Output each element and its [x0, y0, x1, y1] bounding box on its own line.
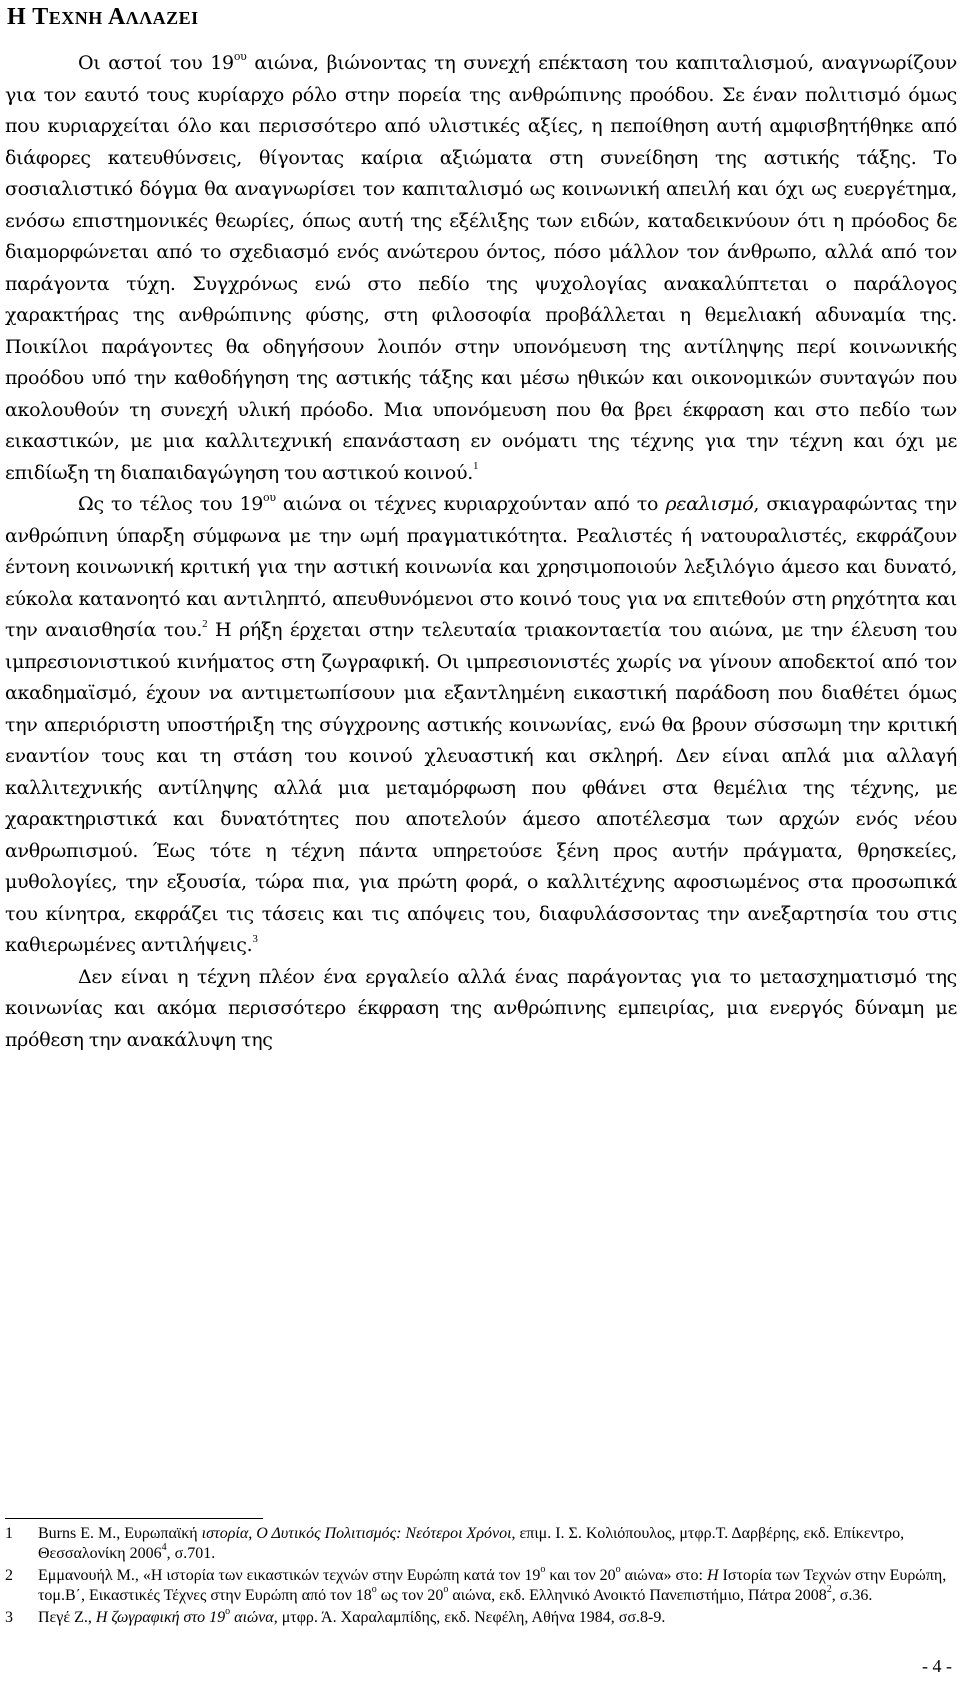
superscript: ο [371, 1583, 377, 1595]
footnote-italic: Η [706, 1567, 719, 1584]
footnote-text: , σ.701. [166, 1545, 216, 1562]
paragraph-text: αιώνα οι τέχνες κυριαρχούνταν από το [275, 493, 666, 515]
section-heading [7, 4, 199, 31]
footnote-2 [5, 1563, 957, 1606]
footnote-number: 2 [5, 1567, 13, 1584]
paragraph-1 [5, 48, 957, 489]
footnote-text: ως τον 20 [376, 1587, 444, 1604]
footnote-text: Πεγέ Ζ., [38, 1609, 96, 1626]
footnote-reference: 3 [252, 932, 258, 945]
italic-term: ρεαλισμό [665, 493, 754, 515]
footnote-text: , τομ.Β΄, Εικαστικές Τέχνες στην Ευρώπη από τον 18 [38, 1567, 947, 1604]
superscript: 2 [826, 1583, 832, 1595]
paragraph-text: Η ρήξη έρχεται στην τελευταία τριακονταετία του αιώνα, με την έλευση του ιμπρεσιονιστικού κινήματος στη ζωγραφική. Οι ιμπρεσιονιστές χωρίς να γίνουν αποδεκτοί από τον ακαδημαϊσμό, έχουν να αντιμετωπίσουν μια εξαντλημένη εικαστική παράδοση που διαθέτει όμως την απεριόριστη υποστήριξη της σύγχρονης αστικής κοινωνίας, ενώ θα βρουν σύσσωμη την κριτική εναντίον τους και τη στάση του κοινού χλευαστική και σκληρή. Δεν είναι απλά μια αλλαγή καλλιτεχνικής αντίληψης αλλά μια μεταμόρφωση που φθάνει στα θεμέλια της τέχνης, με χαρακτηριστικά και δυνατότητες που αποτελούν άμεσο αποτέλεσμα των αρχών ενός νέου ανθρωπισμού. Έως τότε η τέχνη πάντα υπηρετούσε ξένη προς αυτήν πράγματα, θρησκείες, μυθολογίες, την εξουσία, τώρα πια, για πρώτη φορά, ο καλλιτέχνης αφοσιωμένος στα προσωπικά του κίνητρα, εκφράζει τις τάσεις και τις απόψεις του, διαφυλάσσοντας την ανεξαρτησία του στις καθιερωμένες αντιλήψεις. [5, 619, 957, 956]
footnote-italic: Η ζωγραφική στο 19 [95, 1609, 226, 1626]
paragraph-text: Οι αστοί του 19 [78, 52, 234, 74]
footnote-number: 3 [5, 1609, 13, 1626]
footnote-reference: 2 [202, 617, 208, 630]
superscript: ο [225, 1605, 231, 1617]
footnote-1 [5, 1524, 957, 1564]
superscript: ο [540, 1563, 546, 1575]
footnote-text: Burns E. M., Ευρωπαϊκή [38, 1525, 202, 1542]
superscript: ου [263, 490, 276, 504]
paragraph-text: αιώνα, βιώνοντας τη συνεχή επέκταση του καπιταλισμού, αναγνωρίζουν για τον εαυτό τους κυρίαρχο ρόλο στην πορεία της ανθρώπινης προόδου. Σε έναν πολιτισμό όμως που κυριαρχείται όλο και περισσότερο από υλιστικές αξίες, η πεποίθηση αυτή αμφισβητήθηκε από διάφορες κατευθύνσεις, θίγοντας καίρια αξιώματα στη συνείδηση της αστικής τάξης. Το σοσιαλιστικό δόγμα θα αναγνωρίσει τον καπιταλισμό ως κοινωνική απειλή και όχι ως ευεργέτημα, ενόσω επιστημονικές θεωρίες, όπως αυτή της εξέλιξης των ειδών, καταδεικνύουν ότι η πρόοδος δε διαμορφώνεται από το σχεδιασμό ενός ανώτερου όντος, πόσο μάλλον τον άνθρωπο, αλλά από τον παράγοντα τύχη. Συγχρόνως ενώ στο πεδίο της ψυχολογίας ανακαλύπτεται ο παράλογος χαρακτήρας της ανθρώπινης φύσης, στη φιλοσοφία προβάλλεται η θεμελιακή αδυναμία της. Ποικίλοι παράγοντες θα οδηγήσουν λοιπόν στην υπονόμευση της αντίληψης περί κοινωνικής προόδου υπό την καθοδήγηση της αστικής τάξης και μέσω ηθικών και οικονομικών συνταγών που ακολουθούν τη συνεχή υλική πρόοδο. Μια υπονόμευση που θα βρει έκφραση και στο πεδίο των εικαστικών, με μια καλλιτεχνική επανάσταση εν ονόματι της τέχνης για την τέχνη και όχι με επιδίωξη τη διαπαιδαγώγηση του αστικού κοινού. [5, 52, 957, 484]
superscript: 4 [161, 1541, 167, 1553]
footnote-number: 1 [5, 1525, 13, 1542]
footnote-text: και τον 20 [545, 1567, 616, 1584]
footnote-italic: ιστορία, Ο Δυτικός Πολιτισμός: Νεότεροι Χρόνοι [201, 1525, 512, 1542]
paragraph-text: Δεν είναι η τέχνη πλέον ένα εργαλείο αλλά ένας παράγοντας για το μετασχηματισμό της κοινωνίας και ακόμα περισσότερο έκφραση της ανθρώπινης εμπειρίας, μια ενεργός δύναμη με πρόθεση την ανακάλυψη της [5, 965, 957, 1051]
superscript: ο [615, 1563, 621, 1575]
footnote-text: αιώνα, εκδ. Ελληνικό Ανοικτό Πανεπιστήμιο, Πάτρα 2008 [448, 1587, 827, 1604]
superscript: ου [233, 49, 247, 63]
page-number: - 4 - [922, 1656, 952, 1676]
paragraph-text: Ως το τέλος του 19 [78, 493, 264, 515]
footnote-text: , μτφρ. Ά. Χαραλαμπίδης, εκδ. Νεφέλη, Αθήνα 1984, σσ.8-9. [273, 1609, 666, 1626]
paragraph-2 [5, 489, 957, 962]
footnote-text: αιώνα» στο: [620, 1567, 707, 1584]
footnote-text: Εμμανουήλ Μ., «Η ιστορία των εικαστικών τεχνών στην Ευρώπη κατά τον 19 [38, 1567, 541, 1584]
paragraph-text: , σκιαγραφώντας την ανθρώπινη ύπαρξη σύμφωνα με την ωμή πραγματικότητα. Ρεαλιστές ή νατουραλιστές, εκφράζουν έντονη κοινωνική κριτική για την αστική κοινωνία και χρησιμοποιούν λεξιλόγιο άμεσο και δυνατό, εύκολα κατανοητό και αντιληπτό, απευθυνόμενοι στο κοινό τους για να επιτεθούν στη ρηχότητα και την αναισθησία του. [5, 493, 957, 641]
footnote-reference: 1 [472, 460, 479, 473]
footnote-text: , επιμ. Ι. Σ. Κολιόπουλος, μτφρ.Τ. Δαρβέρης, εκδ. Επίκεντρο, Θεσσαλονίκη 2006 [38, 1525, 905, 1562]
heading-initial: Η Τ [7, 4, 49, 30]
superscript: ο [443, 1583, 449, 1595]
footnote-text: , σ.36. [831, 1587, 873, 1604]
body-text [5, 48, 957, 1056]
footnotes [5, 1524, 957, 1630]
footnote-3 [5, 1605, 957, 1628]
heading-smallcaps-2: ΛΛΑΖΕΙ [125, 8, 199, 28]
footnote-text: Ιστορία των Τεχνών στην Ευρώπη [718, 1567, 943, 1584]
heading-initial-2: Α [107, 4, 126, 30]
paragraph-3 [5, 962, 957, 1057]
heading-smallcaps: ΕΧΝΗ [48, 8, 103, 28]
footnote-italic: αιώνα [230, 1609, 274, 1626]
footnote-separator [5, 1518, 263, 1519]
